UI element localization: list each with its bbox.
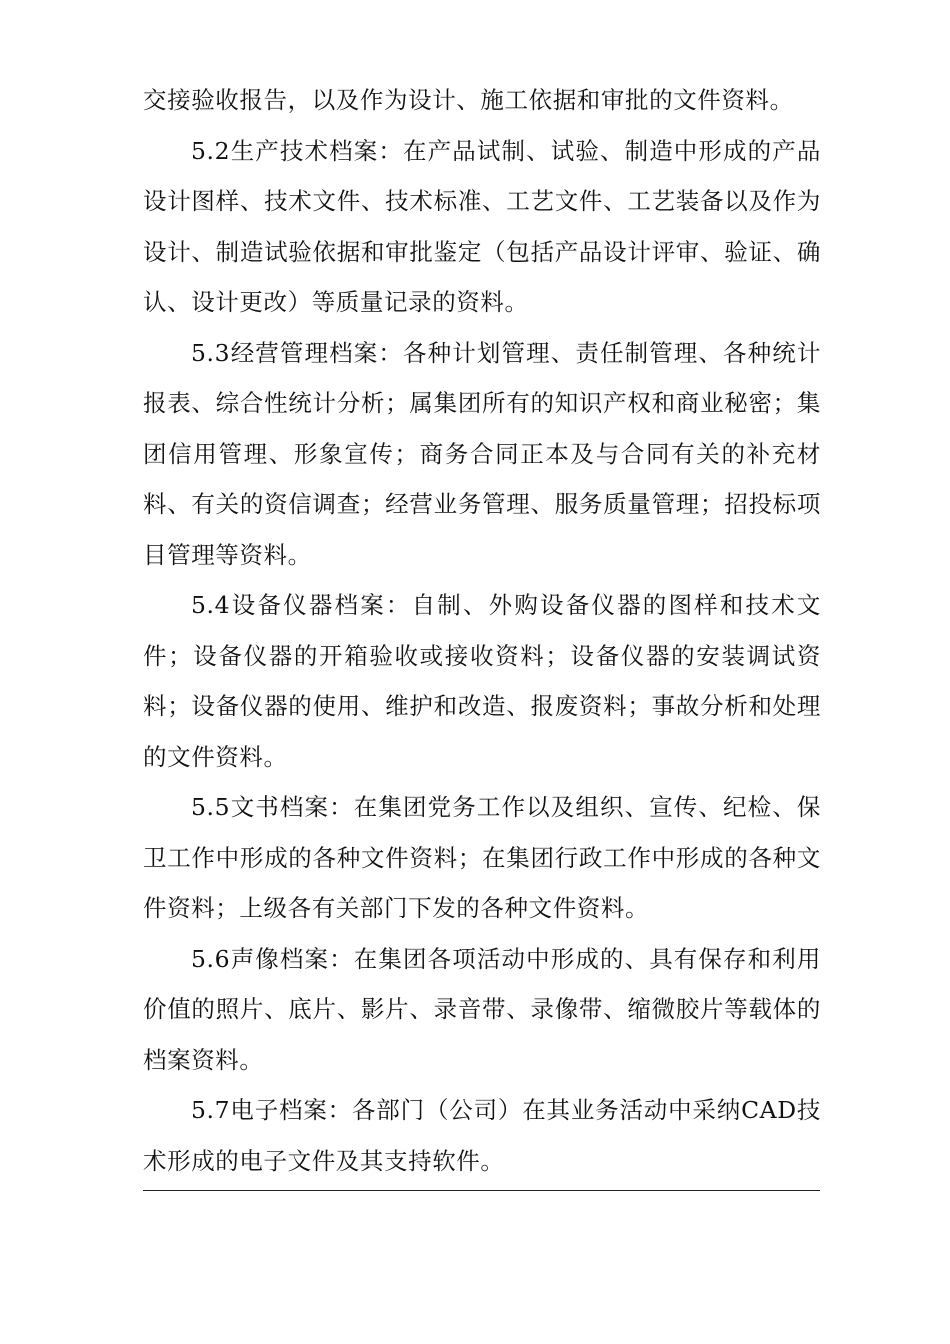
paragraph-continuation: 交接验收报告，以及作为设计、施工依据和审批的文件资料。 [143, 86, 794, 114]
paragraph-5-4-equipment-archives: 5.4设备仪器档案：自制、外购设备仪器的图样和技术文件；设备仪器的开箱验收或接收资料；设备仪器的安装调试资料；设备仪器的使用、维护和改造、报废资料；事故分析和处理的文件资料。 [143, 591, 821, 771]
footer-divider [143, 1190, 820, 1191]
paragraph-5-7-electronic-archives: 5.7电子档案：各部门（公司）在其业务活动中采纳CAD技术形成的电子文件及其支持软件。 [143, 1096, 821, 1175]
paragraph-5-5-document-archives: 5.5文书档案：在集团党务工作以及组织、宣传、纪检、保卫工作中形成的各种文件资料；在集团行政工作中形成的各种文件资料；上级各有关部门下发的各种文件资料。 [143, 793, 821, 922]
paragraph-5-2-production-technical-archives: 5.2生产技术档案：在产品试制、试验、制造中形成的产品设计图样、技术文件、技术标准、工艺文件、工艺装备以及作为设计、制造试验依据和审批鉴定（包括产品设计评审、验证、确认、设计更改）等质量记录的资料。 [143, 136, 821, 316]
paragraph-5-3-business-management-archives: 5.3经营管理档案：各种计划管理、责任制管理、各种统计报表、综合性统计分析；属集团所有的知识产权和商业秘密；集团信用管理、形象宣传；商务合同正本及与合同有关的补充材料、有关的资信调查；经营业务管理、服务质量管理；招投标项目管理等资料。 [143, 338, 821, 569]
paragraph-5-6-audiovisual-archives: 5.6声像档案：在集团各项活动中形成的、具有保存和利用价值的照片、底片、影片、录音带、录像带、缩微胶片等载体的档案资料。 [143, 944, 821, 1074]
document-body [143, 75, 821, 1186]
